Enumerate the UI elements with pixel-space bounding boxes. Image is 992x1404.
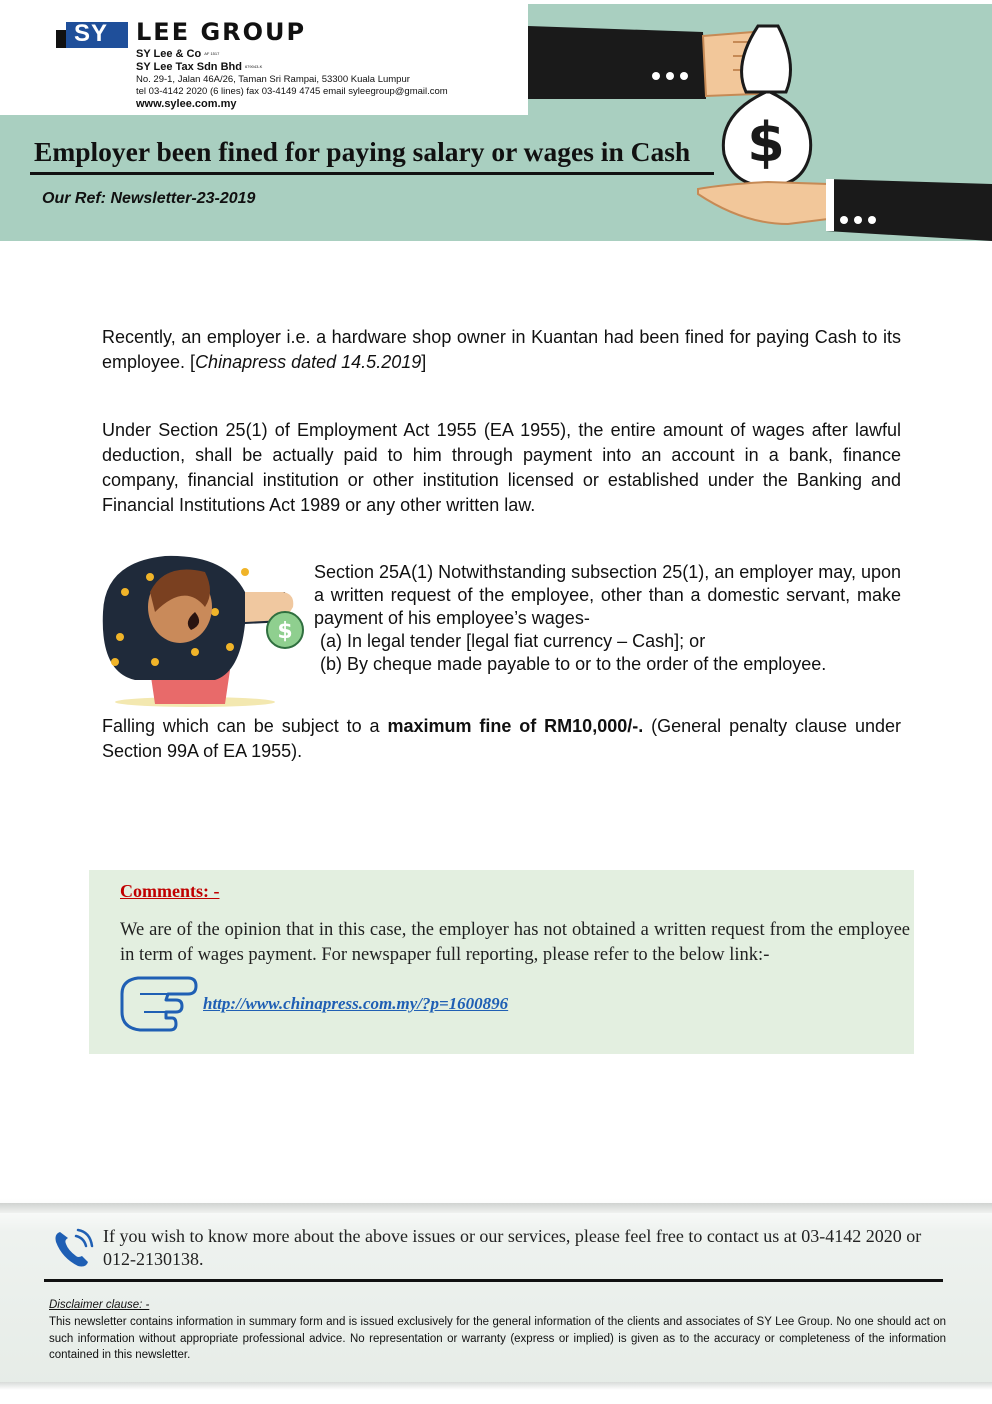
p1-source: Chinapress dated 14.5.2019 (195, 352, 422, 372)
firm-contact: tel 03-4142 2020 (6 lines) fax 03-4149 4745 email syleegroup@gmail.com (136, 86, 448, 97)
paragraph-intro (102, 325, 901, 375)
woman-with-money-bag-illustration (95, 552, 307, 712)
money-bag-handover-icon (528, 4, 992, 241)
firm-address: No. 29-1, Jalan 46A/26, Taman Sri Rampai, 53300 Kuala Lumpur (136, 74, 410, 85)
firm-code-1: AF 1517 (204, 51, 220, 57)
footer-bottom-band (0, 1382, 992, 1390)
section-25a-item-b: (b) By cheque made payable to or to the order of the employee. (320, 654, 827, 674)
paragraph-section-25a (314, 561, 901, 676)
firm-website: www.sylee.com.my (136, 98, 237, 110)
firm-details (136, 48, 448, 110)
money-handover-illustration (528, 4, 992, 241)
firm-name-1: SY Lee & Co (136, 48, 202, 60)
comments-text: We are of the opinion that in this case, the employer has not obtained a written request from the employee in term of wages payment. For newspaper full reporting, please refer to the below link:- (120, 920, 910, 965)
header-band (0, 115, 528, 241)
phone-icon (52, 1226, 96, 1270)
contact-text: If you wish to know more about the above issues or our services, please feel free to contact us at 03-4142 2020 or 012-2130138. (103, 1226, 922, 1269)
comments-heading: Comments: - (120, 881, 220, 901)
svg-text:$: $ (277, 619, 293, 644)
paragraph-penalty (102, 714, 901, 764)
p4-start: Falling which can be subject to a (102, 716, 388, 736)
logo-sy: SY (74, 20, 109, 47)
page-title: Employer been fined for paying salary or wages in Cash (34, 136, 691, 167)
disclaimer-heading: Disclaimer clause: - (49, 1299, 150, 1311)
footer-top-band (0, 1203, 992, 1213)
section-25a-item-a: (a) In legal tender [legal fiat currency – Cash]; or (320, 631, 706, 651)
title-underline (30, 172, 714, 175)
paragraph-section-25: Under Section 25(1) of Employment Act 1955 (EA 1955), the entire amount of wages after lawful deduction, shall be actually paid to him through payment into an account in a bank, finance company, financial institution or other institution licensed or established under the Banking and Financial Institutions Act 1989 or any other written law. (102, 420, 901, 515)
p4-fine: maximum fine of RM10,000/-. (387, 716, 644, 736)
pointing-hand-icon (118, 972, 198, 1034)
footer-divider (44, 1279, 943, 1282)
disclaimer-text: This newsletter contains information in summary form and is issued exclusively for the general information of the clients and associates of SY Lee Group. No one should act on such information without appropriate professional advice. No representation or warranty (express or implied) is given as to the accuracy or completeness of the information contained in this newsletter. (49, 1316, 946, 1361)
newsletter-reference: Our Ref: Newsletter-23-2019 (42, 190, 256, 207)
svg-text:$: $ (747, 111, 785, 174)
p1-text: Recently, an employer i.e. a hardware shop owner in Kuantan had been fined for paying Cash to its employee. [ (102, 327, 901, 372)
logo-group-name: LEE GROUP (136, 18, 307, 46)
p4-end: (General penalty clause under Section 99A of EA 1955). (102, 716, 901, 761)
chinapress-link[interactable]: http://www.chinapress.com.my/?p=1600896 (203, 994, 509, 1013)
p1-end: ] (421, 352, 427, 372)
firm-code-2: 679043-K (244, 64, 263, 70)
firm-name-2: SY Lee Tax Sdn Bhd (136, 61, 242, 73)
section-25a-intro: Section 25A(1) Notwithstanding subsection 25(1), an employer may, upon a written request of the employee, other than a domestic servant, make payment of his employee’s wages- (314, 562, 901, 628)
